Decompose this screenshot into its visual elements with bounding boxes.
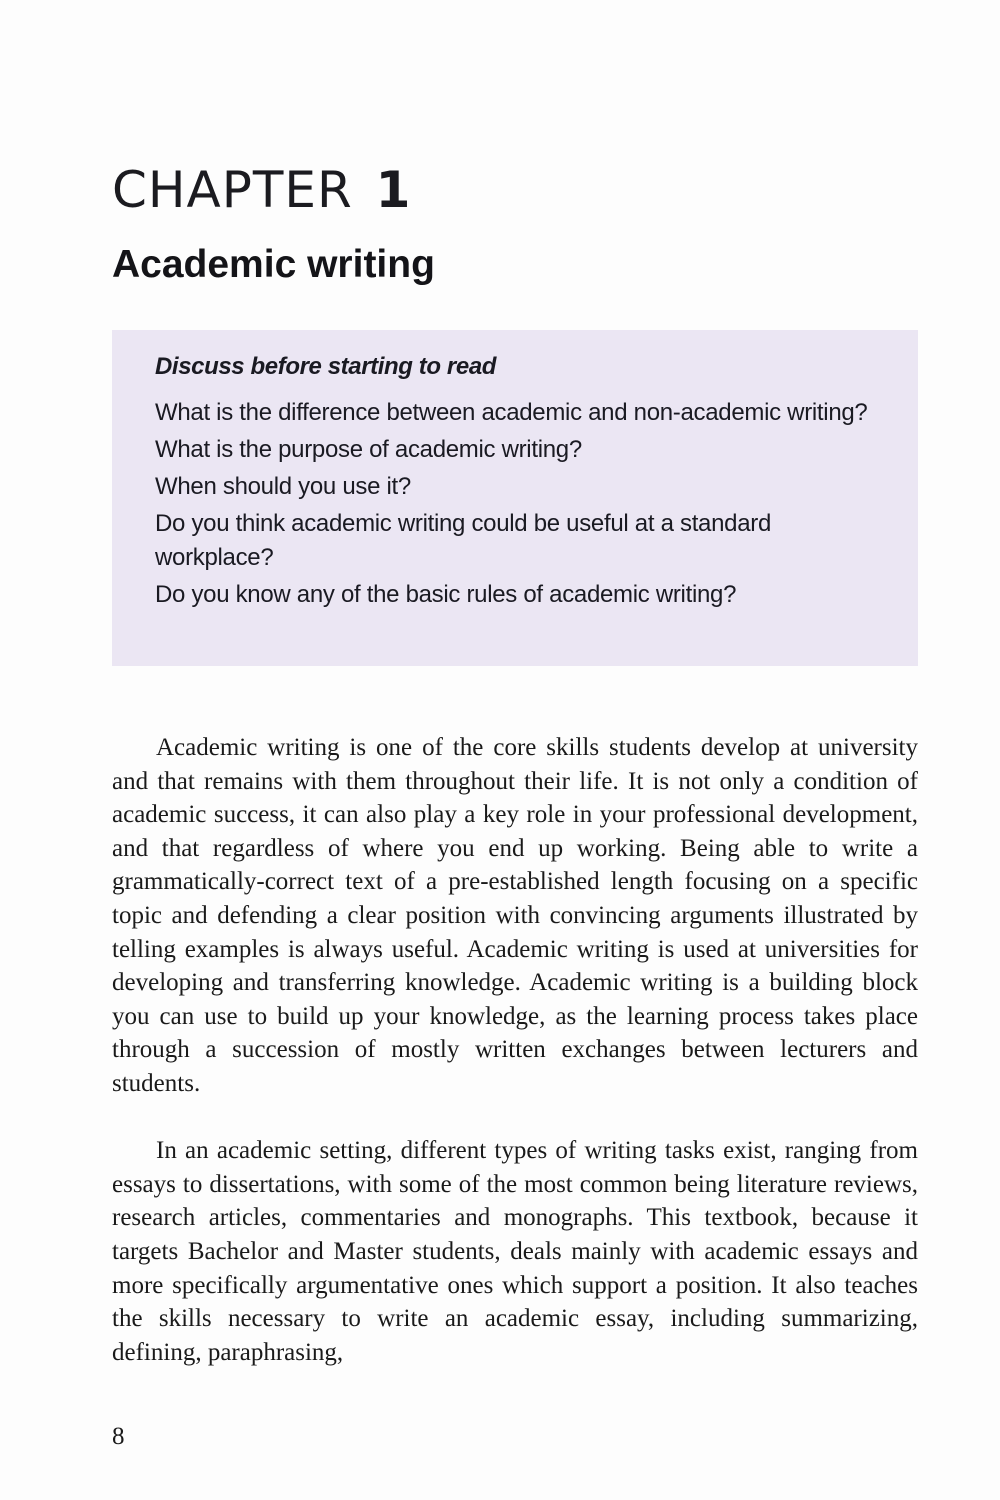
discussion-box-title: Discuss before starting to read [155, 353, 497, 380]
discussion-question-list [155, 396, 878, 612]
body-paragraph: Academic writing is one of the core skills students develop at university and that remains with them throughout their life. It is not only a condition of academic success, it can also play a key role in your professional development, and that regardless of where you end up working. Being able to write a grammatically-correct text of a pre-established length focusing on a specific topic and defending a clear position with convincing arguments illustrated by telling examples is always useful. Academic writing is used at universities for developing and transferring knowledge. Academic writing is a building block you can use to build up your knowledge, as the learning process takes place through a succession of mostly written exchanges between lecturers and students. [112, 734, 918, 1097]
chapter-number: 1 [375, 161, 412, 219]
discussion-question: When should you use it? [155, 473, 411, 500]
discussion-box [112, 330, 918, 666]
discussion-question: Do you know any of the basic rules of academic writing? [155, 581, 737, 608]
chapter-label: CHAPTER [112, 161, 353, 219]
discussion-question: Do you think academic writing could be useful at a standard workplace? [155, 510, 771, 571]
body-text [112, 731, 918, 1403]
page-number: 8 [112, 1423, 125, 1450]
discussion-question: What is the difference between academic and non-academic writing? [155, 399, 868, 426]
body-paragraph: In an academic setting, different types of writing tasks exist, ranging from essays to dissertations, with some of the most common being literature reviews, research articles, commentaries and monographs. This textbook, because it targets Bachelor and Master students, deals mainly with academic essays and more specifically argumentative ones which support a position. It also teaches the skills necessary to write an academic essay, including summarizing, defining, paraphrasing, [112, 1137, 918, 1366]
discussion-question: What is the purpose of academic writing? [155, 436, 582, 463]
chapter-title: Academic writing [112, 243, 435, 286]
chapter-heading [112, 160, 411, 220]
